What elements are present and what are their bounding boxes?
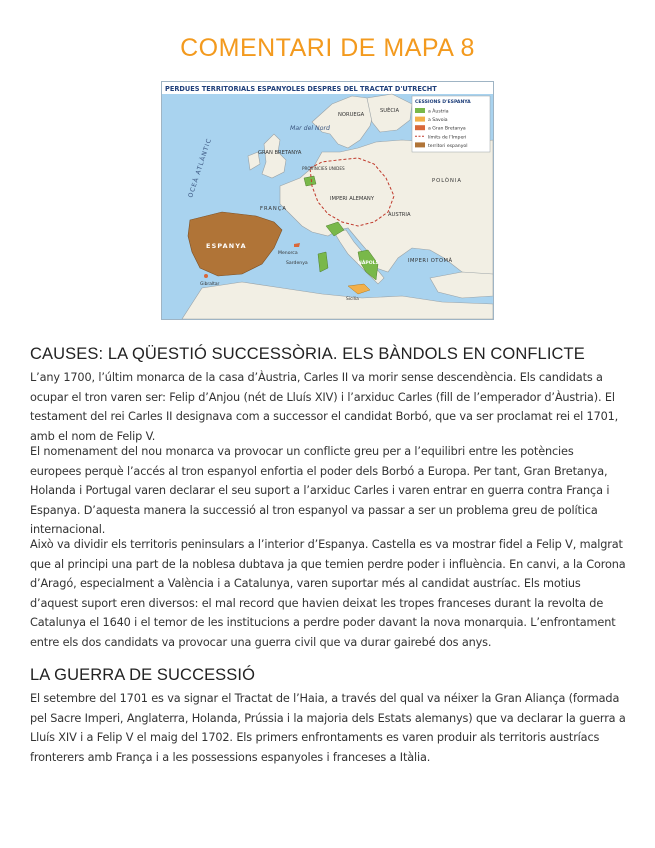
map-label-espanya: ESPANYA bbox=[206, 242, 247, 250]
map-label-franca: FRANÇA bbox=[260, 206, 287, 212]
map-label-ocea: OCEÀ ATLÀNTIC bbox=[187, 137, 214, 199]
map-label-imperi-alemany: IMPERI ALEMANY bbox=[330, 196, 374, 202]
map-legend bbox=[412, 96, 490, 152]
map-label-sicilia: Sicília bbox=[346, 297, 359, 302]
historical-map bbox=[161, 81, 494, 320]
paragraph: El nomenament del nou monarca va provocar un conflicte greu per a l’equilibri entre les potències europees perquè l’accés al tron espanyol enfortia el poder dels Borbó a Europa. Per tant, Gran Bretanya, Holanda i Portugal varen declarar el seu suport a l’arxiduc Carles i varen entrar en guerra contra França i Espanya. D’aquesta manera la successió al tron espanyol va passar a ser un problema greu de política internacional. bbox=[30, 445, 610, 536]
map-label-gibraltar: Gibraltar bbox=[200, 282, 220, 287]
paragraph: El setembre del 1701 es va signar el Tractat de l’Haia, a través del qual va néixer la Gran Aliança (formada pel Sacre Imperi, Anglaterra, Holanda, Prússia i la majoria dels Estats alemanys) que va declarar la guerra a Lluís XIV i a Felip V el maig del 1702. Els primers enfrontaments es varen produir als territoris austríacs fronterers amb França i a les possessions espanyoles i franceses a Itàlia. bbox=[30, 692, 626, 764]
menorca-britain-region bbox=[294, 243, 300, 247]
map-label-suecia: SUÈCIA bbox=[380, 108, 400, 114]
map-drawing bbox=[162, 82, 493, 319]
legend-label: a Savoia bbox=[428, 118, 448, 124]
legend-title: CESSIONS D'ESPANYA bbox=[415, 100, 471, 105]
paragraph: L’any 1700, l’últim monarca de la casa d’Àustria, Carles II va morir sense descendència. Els candidats a ocupar el tron varen ser: Felip d’Anjou (nét de Lluís XIV) i l’arxiduc Carles (fill de l’emperador d’Àustria). El testament del rei Carles II designava com a successor el candidat Borbó, que va ser proclamat rei el 1701, amb el nom de Felip V. bbox=[30, 371, 619, 443]
map-label-menorca: Menorca bbox=[278, 251, 298, 256]
map-label-imperi-otoma: IMPERI OTOMÀ bbox=[408, 258, 453, 264]
map-label-napols: NÀPOLS bbox=[358, 261, 379, 266]
section-heading-causes: CAUSES: LA QÜESTIÓ SUCCESSÒRIA. ELS BÀNDOLS EN CONFLICTE bbox=[30, 345, 585, 363]
legend-label: a Àustria bbox=[428, 109, 449, 115]
page-title: COMENTARI DE MAPA 8 bbox=[180, 34, 475, 62]
sardinia-austria-region bbox=[318, 252, 328, 272]
legend-label: a Gran Bretanya bbox=[428, 126, 466, 132]
map-title: PERDUES TERRITORIALS ESPANYOLES DESPRES DEL TRACTAT D'UTRECHT bbox=[165, 85, 437, 93]
map-label-sardenya: Sardenya bbox=[286, 261, 308, 266]
map-label-provincies-unides: PROVÍNCIES UNIDES bbox=[302, 166, 345, 171]
map-label-noruega: NORUEGA bbox=[338, 112, 365, 118]
section-heading-guerra: LA GUERRA DE SUCCESSIÓ bbox=[30, 666, 256, 684]
map-label-gran-bretanya: GRAN BRETANYA bbox=[258, 150, 302, 156]
map-label-austria: ÀUSTRIA bbox=[388, 212, 411, 218]
gibraltar-britain-marker bbox=[204, 274, 208, 278]
map-label-polonia: POLÒNIA bbox=[432, 178, 462, 184]
sicily-savoy-region bbox=[348, 284, 370, 294]
legend-swatch bbox=[415, 108, 425, 113]
legend-swatch bbox=[415, 142, 425, 147]
belgium-austria-region bbox=[304, 176, 316, 186]
legend-label: límits de l'Imperi bbox=[428, 135, 467, 141]
paragraph: Això va dividir els territoris peninsulars a l’interior d’Espanya. Castella es va mostrar fidel a Felip V, malgrat que al principi una part de la noblesa dubtava ja que temien perdre poder i influència. En canvi, a la Corona d’Aragó, especialment a València i a Catalunya, varen suportar més al candidat austríac. Els motius d’aquest suport eren diversos: el mal record que havien deixat les tropes franceses durant la revolta de Catalunya el 1640 i el temor de les institucions a perdre poder davant la nova monarquia. L’enfrontament entre els dos candidats va provocar una guerra civil que va durar gairebé dos anys. bbox=[30, 538, 626, 649]
legend-label: territori espanyol bbox=[428, 143, 468, 149]
map-label-mar-del-nord: Mar del Nord bbox=[290, 125, 330, 132]
legend-swatch bbox=[415, 117, 425, 122]
legend-swatch bbox=[415, 125, 425, 130]
